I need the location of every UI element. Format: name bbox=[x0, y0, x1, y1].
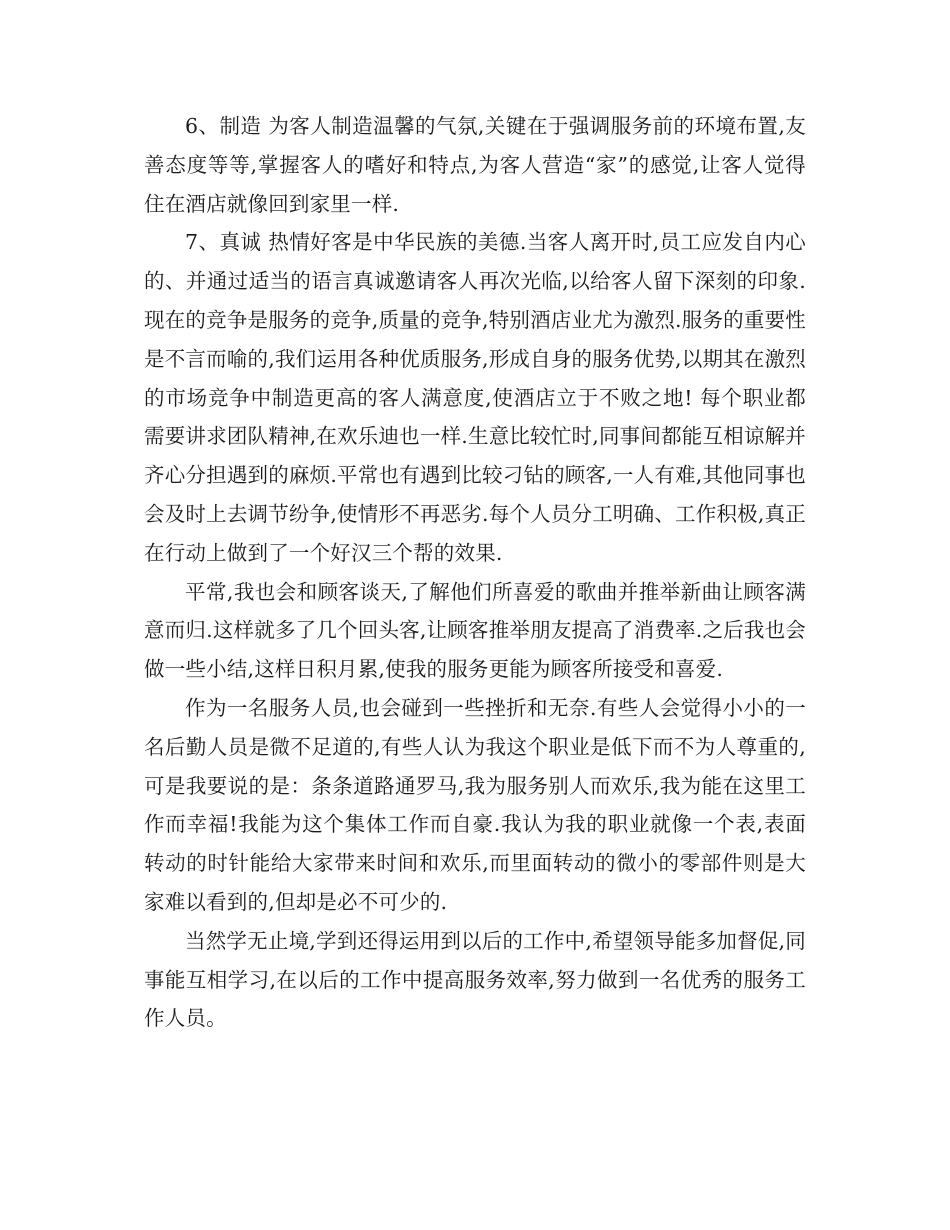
paragraph-item-7: 7、真诚 热情好客是中华民族的美德.当客人离开时,员工应发自内心的、并通过适当的语言真诚邀请客人再次光临,以给客人留下深刻的印象. 现在的竞争是服务的竞争,质量的竞争,特别酒店业尤为激烈.服务的重要性是不言而喻的,我们运用各种优质服务,形成自身的服务优势,以期其在激烈的市场竞争中制造更高的客人满意度,使酒店立于不败之地! 每个职业都需要讲求团队精神,在欢乐迪也一样.生意比较忙时,同事间都能互相谅解并齐心分担遇到的麻烦.平常也有遇到比较刁钻的顾客,一人有难,其他同事也会及时上去调节纷争,使情形不再恶劣.每个人员分工明确、工作积极,真正在行动上做到了一个好汉三个帮的效果. bbox=[144, 230, 806, 565]
paragraph-customer-chat: 平常,我也会和顾客谈天,了解他们所喜爱的歌曲并推举新曲让顾客满意而归.这样就多了几个回头客,让顾客推举朋友提高了消费率.之后我也会做一些小结,这样日积月累,使我的服务更能为顾客所接受和喜爱. bbox=[144, 579, 806, 682]
paragraph-item-6: 6、制造 为客人制造温馨的气氛,关键在于强调服务前的环境布置,友善态度等等,掌握客人的嗜好和特点,为客人营造“家”的感觉,让客人觉得住在酒店就像回到家里一样. bbox=[144, 114, 806, 216]
paragraph-setbacks: 作为一名服务人员,也会碰到一些挫折和无奈.有些人会觉得小小的一名后勤人员是微不足道的,有些人认为我这个职业是低下而不为人尊重的,可是我要说的是：条条道路通罗马,我为服务别人而欢乐,我为能在这里工作而幸福!我能为这个集体工作而自豪.我认为我的职业就像一个表,表面转动的时针能给大家带来时间和欢乐,而里面转动的微小的零部件则是大家难以看到的,但却是必不可少的. bbox=[144, 695, 806, 914]
paragraph-conclusion: 当然学无止境,学到还得运用到以后的工作中,希望领导能多加督促,同事能互相学习,在以后的工作中提高服务效率,努力做到一名优秀的服务工作人员。 bbox=[144, 928, 806, 1031]
document-page bbox=[144, 107, 806, 1038]
